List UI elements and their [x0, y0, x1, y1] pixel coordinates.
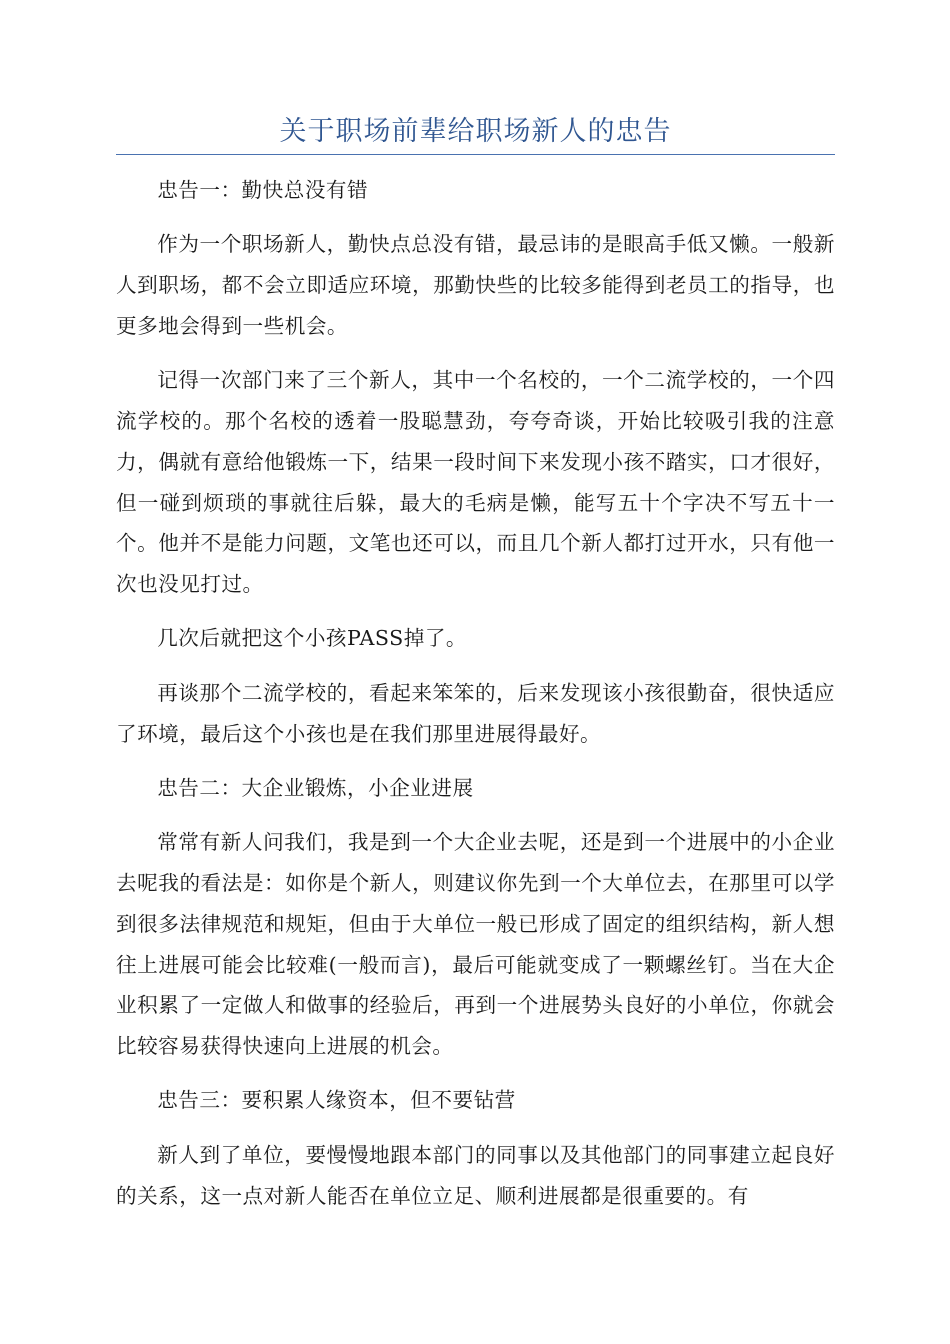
section-heading-1: 忠告一：勤快总没有错	[157, 178, 369, 202]
section-heading-2: 忠告二：大企业锻炼，小企业进展	[157, 775, 474, 800]
page-title: 关于职场前辈给职场新人的忠告	[279, 116, 672, 147]
title-block	[116, 112, 835, 156]
body-paragraph: 常常有新人问我们，我是到一个大企业去呢，还是到一个进展中的小企业去呢我的看法是：如你是个新人，则建议你先到一个大单位去，在那里可以学到很多法律规范和规矩，但由于大单位一般已形成了固定的组织结构，新人想往上进展可能会比较难(一般而言)，最后可能就变成了一颗螺丝钉。当在大企业积累了一定做人和做事的经验后，再到一个进展势头良好的小单位，你就会比较容易获得快速向上进展的机会。	[116, 830, 835, 1059]
body-paragraph: 再谈那个二流学校的，看起来笨笨的，后来发现该小孩很勤奋，很快适应了环境，最后这个小孩也是在我们那里进展得最好。	[116, 680, 835, 746]
body-paragraph: 记得一次部门来了三个新人，其中一个名校的，一个二流学校的，一个四流学校的。那个名校的透着一股聪慧劲，夸夸奇谈，开始比较吸引我的注意力，偶就有意给他锻炼一下，结果一段时间下来发现小孩不踏实，口才很好，但一碰到烦琐的事就往后躲，最大的毛病是懒，能写五十个字决不写五十一个。他并不是能力问题，文笔也还可以，而且几个新人都打过开水，只有他一次也没见打过。	[116, 368, 835, 597]
body-paragraph: 几次后就把这个小孩PASS掉了。	[157, 626, 468, 651]
section-heading-3: 忠告三：要积累人缘资本，但不要钻营	[157, 1088, 516, 1113]
body-paragraph: 作为一个职场新人，勤快点总没有错，最忌讳的是眼高手低又懒。一般新人到职场，都不会立即适应环境，那勤快些的比较多能得到老员工的指导，也更多地会得到一些机会。	[116, 232, 835, 338]
title-underline	[116, 154, 835, 155]
body-paragraph: 新人到了单位，要慢慢地跟本部门的同事以及其他部门的同事建立起良好的关系，这一点对新人能否在单位立足、顺利进展都是很重要的。有	[116, 1142, 835, 1208]
document-body	[116, 170, 835, 1230]
